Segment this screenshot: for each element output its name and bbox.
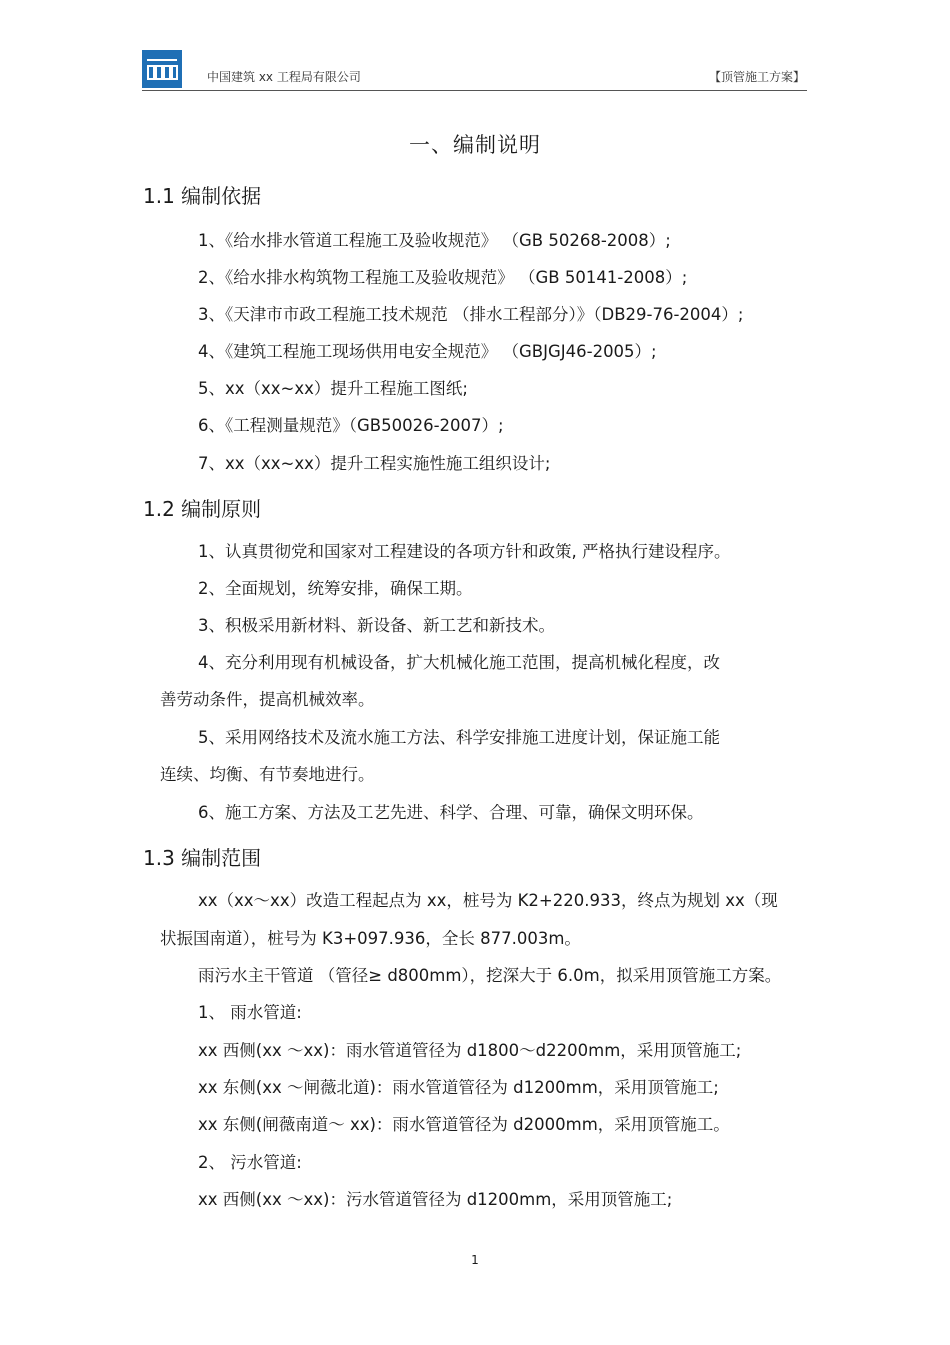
principle-item-continued: 善劳动条件，提高机械效率。 (160, 690, 375, 709)
basis-item: 3、《天津市市政工程施工技术规范 （排水工程部分）》（DB29-76-2004）; (198, 305, 744, 324)
scope-paragraph-continued: 状振国南道），桩号为 K3+097.936，全长 877.003m。 (160, 929, 581, 948)
principle-item: 1、认真贯彻党和国家对工程建设的各项方针和政策, 严格执行建设程序。 (198, 542, 731, 561)
scope-paragraph: 雨污水主干管道 （管径≥ d800mm），挖深大于 6.0m，拟采用顶管施工方案。 (198, 966, 782, 985)
section-heading-1-1: 1.1 编制依据 (143, 184, 262, 208)
scope-paragraph: xx（xx～xx）改造工程起点为 xx，桩号为 K2+220.933，终点为规划 xx（现 (198, 891, 778, 910)
company-logo (142, 50, 182, 88)
scope-item: xx 东侧(闸薇南道～ xx)：雨水管道管径为 d2000mm，采用顶管施工。 (198, 1115, 730, 1134)
scope-item: xx 东侧(xx ～闸薇北道)：雨水管道管径为 d1200mm，采用顶管施工; (198, 1078, 719, 1097)
page-number: 1 (471, 1253, 479, 1267)
section-heading-1-2: 1.2 编制原则 (143, 497, 262, 521)
scope-subheading: 1、 雨水管道: (198, 1003, 302, 1022)
principle-item: 3、积极采用新材料、新设备、新工艺和新技术。 (198, 616, 555, 635)
principle-item: 6、施工方案、方法及工艺先进、科学、合理、可靠，确保文明环保。 (198, 803, 704, 822)
principle-item-continued: 连续、均衡、有节奏地进行。 (160, 765, 375, 784)
header-company: 中国建筑 xx 工程局有限公司 (207, 70, 361, 84)
basis-item: 4、《建筑工程施工现场供用电安全规范》 （GBJGJ46-2005）; (198, 342, 657, 361)
page-title: 一、编制说明 (409, 133, 541, 157)
principle-item: 4、充分利用现有机械设备，扩大机械化施工范围，提高机械化程度，改 (198, 653, 720, 672)
basis-item: 6、《工程测量规范》（GB50026-2007）; (198, 416, 504, 435)
header-divider (142, 90, 807, 91)
header-doc-title: 【顶管施工方案】 (708, 70, 805, 84)
section-heading-1-3: 1.3 编制范围 (143, 846, 262, 870)
basis-item: 1、《给水排水管道工程施工及验收规范》 （GB 50268-2008）; (198, 231, 671, 250)
scope-item: xx 西侧(xx ～xx)：雨水管道管径为 d1800～d2200mm，采用顶管施工; (198, 1041, 742, 1060)
basis-item: 7、xx（xx~xx）提升工程实施性施工组织设计; (198, 454, 551, 473)
principle-item: 5、采用网络技术及流水施工方法、科学安排施工进度计划，保证施工能 (198, 728, 720, 747)
scope-item: xx 西侧(xx ～xx)：污水管道管径为 d1200mm，采用顶管施工; (198, 1190, 673, 1209)
principle-item: 2、全面规划，统筹安排，确保工期。 (198, 579, 473, 598)
basis-item: 2、《给水排水构筑物工程施工及验收规范》 （GB 50141-2008）; (198, 268, 688, 287)
scope-subheading: 2、 污水管道: (198, 1153, 302, 1172)
basis-item: 5、xx（xx~xx）提升工程施工图纸; (198, 379, 468, 398)
